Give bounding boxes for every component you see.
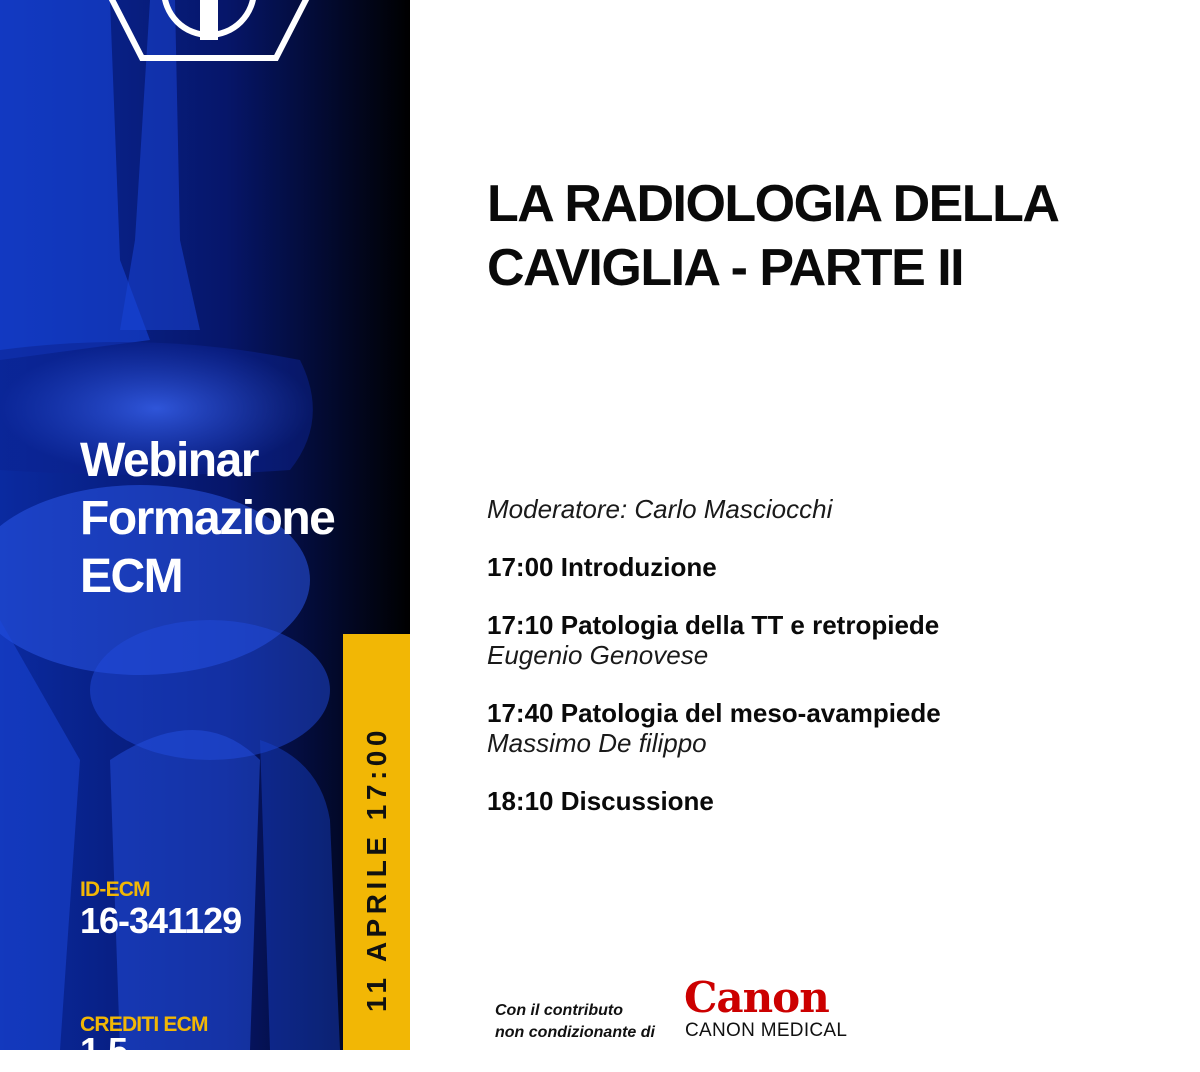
webinar-line: Formazione [80, 492, 335, 545]
program-item-speaker: Eugenio Genovese [487, 640, 709, 670]
title-line: LA RADIOLOGIA DELLA [487, 175, 1059, 233]
program-item-title: 17:10 Patologia della TT e retropiede [487, 610, 940, 640]
credits-label: CREDITI ECM [80, 1013, 208, 1036]
program-item-speaker: Massimo De filippo [487, 728, 707, 758]
program-item [487, 552, 1167, 582]
program-item-title: 17:40 Patologia del meso-avampiede [487, 698, 941, 728]
webinar-heading [80, 432, 334, 606]
program-item [487, 786, 1167, 816]
credits-value: 1,5 [80, 1030, 128, 1071]
id-ecm-value: 16-341129 [80, 900, 242, 941]
xray-panel [0, 0, 410, 1071]
page-title [487, 172, 1167, 300]
id-ecm-label: ID-ECM [80, 878, 150, 901]
program-item-title: 17:00 Introduzione [487, 552, 717, 582]
sponsor-line: Con il contributo [495, 1002, 623, 1019]
sponsor-note [495, 1000, 655, 1044]
title-line: CAVIGLIA - PARTE II [487, 239, 964, 297]
webinar-line: ECM [80, 550, 183, 603]
program-item [487, 698, 1167, 758]
moderator: Moderatore: Carlo Masciocchi [487, 494, 833, 524]
canon-medical-label: CANON MEDICAL [685, 1020, 848, 1041]
event-date: 11 APRILE 17:00 [361, 726, 392, 1012]
sponsor-line: non condizionante di [495, 1024, 655, 1041]
canon-logo: Canon [684, 973, 829, 1022]
webinar-line: Webinar [80, 434, 258, 487]
society-logo [100, 0, 318, 62]
program-item [487, 610, 1167, 670]
program-list [487, 494, 1167, 816]
program-item-title: 18:10 Discussione [487, 786, 714, 816]
